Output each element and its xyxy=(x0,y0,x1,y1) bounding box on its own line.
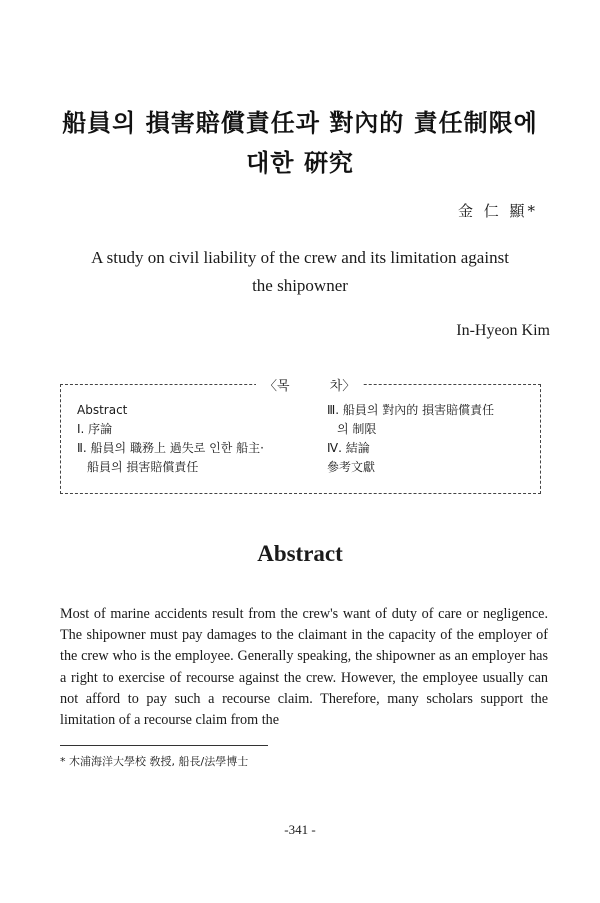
toc-item: 의 制限 xyxy=(337,422,377,436)
page-number: -341 - xyxy=(284,822,316,837)
footnote: * 木浦海洋大學校 敎授, 船長/法學博士 xyxy=(60,755,249,768)
toc-item: Abstract xyxy=(77,403,128,417)
paper-title-line-1: 船員의 損害賠償責任과 對內的 責任制限에 xyxy=(62,109,538,137)
toc-item: Ⅰ. 序論 xyxy=(77,422,113,436)
toc-item: 參考文獻 xyxy=(327,460,376,474)
toc-heading: 〈목 차〉 xyxy=(256,375,363,394)
paper-title-line-2: 대한 硏究 xyxy=(246,149,354,177)
author-name-english: In-Hyeon Kim xyxy=(456,322,550,339)
toc-right-column xyxy=(327,401,527,477)
toc-left-column xyxy=(77,401,322,477)
footnote-divider xyxy=(60,745,268,746)
abstract-body: Most of marine accidents result from the crew's want of duty of care or negligence. The shipowner must pay damages to the claimant in the capacity of the employer of the crew who is the employee. Generally speaking, the shipowner as an employer has a right to exercise of recourse against the crew. However, the employee usually can not afford to pay such a recourse claim. Therefore, many scholars support the limitation of a recourse claim from the xyxy=(60,606,548,729)
toc-item: Ⅱ. 船員의 職務上 過失로 인한 船主· xyxy=(77,441,264,455)
toc-item: Ⅲ. 船員의 對內的 損害賠償責任 xyxy=(327,403,495,417)
author-name-korean: 金 仁 顯* xyxy=(457,202,538,220)
english-title-line-1: A study on civil liability of the crew and its limitation against xyxy=(91,248,509,267)
english-title-line-2: the shipowner xyxy=(252,276,348,295)
table-of-contents xyxy=(60,379,541,494)
toc-item: Ⅳ. 結論 xyxy=(327,441,370,455)
abstract-heading: Abstract xyxy=(257,541,343,566)
toc-item: 船員의 損害賠償責任 xyxy=(87,460,199,474)
